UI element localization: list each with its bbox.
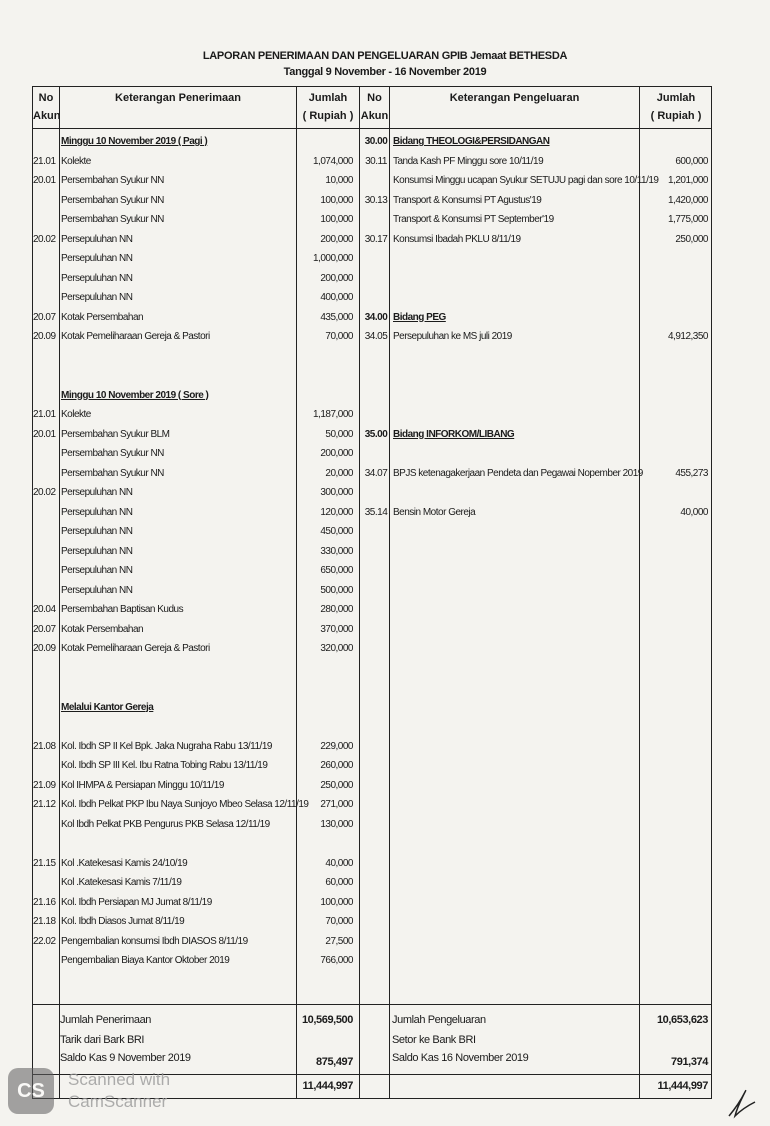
- left-description: Kol. Ibdh Persiapan MJ Jumat 8/11/19: [61, 896, 212, 908]
- right-description: Bidang THEOLOGI&PERSIDANGAN: [393, 136, 550, 147]
- right-account-code: 35.14: [364, 506, 388, 518]
- header-jumlah: Jumlah: [308, 92, 348, 104]
- header-akun: Akun: [33, 110, 61, 122]
- signature-mark: [725, 1086, 761, 1120]
- right-account-code: 35.00: [364, 428, 388, 440]
- left-description: Persembahan Syukur NN: [61, 194, 164, 206]
- column-divider: [359, 86, 360, 1099]
- left-description: Persembahan Syukur NN: [61, 175, 164, 186]
- left-amount: 435,000: [320, 311, 353, 323]
- left-amount: 100,000: [320, 896, 353, 908]
- left-account-code: 20.07: [33, 623, 56, 635]
- left-account-code: 20.09: [33, 331, 56, 342]
- left-account-code: 21.15: [33, 857, 56, 869]
- right-description: Persepuluhan ke MS juli 2019: [393, 331, 512, 342]
- watermark-line2: CamScanner: [68, 1092, 168, 1111]
- left-description: Kol. Ibdh SP II Kel Bpk. Jaka Nugraha Rabu 13/11/19: [61, 740, 272, 752]
- left-amount: 120,000: [320, 506, 353, 518]
- left-amount: 330,000: [320, 545, 353, 557]
- left-description: Persembahan Baptisan Kudus: [61, 604, 184, 615]
- header-akun-right: Akun: [360, 110, 389, 122]
- left-amount: 766,000: [320, 955, 353, 966]
- left-description: Persepuluhan NN: [61, 253, 133, 264]
- header-no-right: No: [367, 92, 382, 104]
- left-description: Persepuluhan NN: [61, 292, 133, 303]
- left-amount: 370,000: [320, 623, 353, 635]
- left-account-code: 20.01: [33, 175, 56, 186]
- left-description: Persepuluhan NN: [61, 233, 133, 245]
- left-description: Kol. Ibdh Pelkat PKP Ibu Naya Sunjoyo Mbeo Selasa 12/11/19: [61, 799, 309, 810]
- left-description: Persepuluhan NN: [61, 545, 133, 557]
- left-account-code: 21.08: [33, 740, 56, 752]
- left-account-code: 21.01: [33, 155, 56, 167]
- tarik-bank-label: Tarik dari Bark BRI: [60, 1034, 145, 1046]
- left-amount: 27,500: [325, 935, 353, 947]
- left-amount: 60,000: [325, 877, 353, 888]
- watermark-line1: Scanned with: [68, 1070, 171, 1089]
- left-amount: 320,000: [320, 643, 353, 654]
- jumlah-penerimaan-label: Jumlah Penerimaan: [60, 1014, 152, 1026]
- header-no: No: [38, 92, 54, 104]
- total-right: 11,444,997: [657, 1080, 708, 1092]
- left-amount: 200,000: [320, 448, 353, 459]
- right-account-code: 34.00: [364, 311, 388, 323]
- left-description: Persepuluhan NN: [61, 506, 133, 518]
- left-amount: 200,000: [320, 233, 353, 245]
- right-amount: 1,201,000: [668, 175, 708, 186]
- left-description: Persepuluhan NN: [61, 487, 133, 498]
- right-amount: 1,775,000: [668, 214, 708, 225]
- left-account-code: 21.09: [33, 779, 56, 791]
- right-description: Konsumsi Ibadah PKLU 8/11/19: [393, 233, 521, 245]
- left-account-code: 21.16: [33, 896, 56, 908]
- right-description: Konsumsi Minggu ucapan Syukur SETUJU pagi dan sore 10/11/19: [393, 175, 659, 186]
- left-amount: 70,000: [325, 331, 353, 342]
- jumlah-penerimaan-value: 10,569,500: [301, 1014, 353, 1026]
- left-description: Persepuluhan NN: [61, 584, 133, 596]
- left-description: Persepuluhan NN: [61, 565, 133, 576]
- left-description: Persembahan Syukur BLM: [61, 428, 170, 440]
- left-description: Persepuluhan NN: [61, 272, 133, 284]
- saldo-awal-label: Saldo Kas 9 November 2019: [60, 1052, 191, 1064]
- left-amount: 1,000,000: [313, 253, 353, 264]
- left-description: Minggu 10 November 2019 ( Sore ): [61, 389, 209, 401]
- column-divider: [389, 86, 390, 1099]
- left-description: Kol .Katekesasi Kamis 7/11/19: [61, 877, 182, 888]
- left-account-code: 21.18: [33, 916, 56, 927]
- left-amount: 650,000: [320, 565, 353, 576]
- setor-bank-label: Setor ke Bank BRI: [392, 1034, 476, 1046]
- saldo-akhir-value: 791,374: [671, 1056, 708, 1068]
- left-account-code: 20.04: [33, 604, 56, 615]
- right-amount: 455,273: [675, 467, 708, 479]
- left-amount: 1,074,000: [313, 155, 353, 167]
- left-amount: 500,000: [320, 584, 353, 596]
- left-amount: 50,000: [325, 428, 353, 440]
- right-account-code: 30.13: [364, 194, 388, 206]
- jumlah-pengeluaran-value: 10,653,623: [656, 1014, 708, 1026]
- left-amount: 229,000: [320, 740, 353, 752]
- right-description: Transport & Konsumsi PT September'19: [393, 214, 554, 225]
- report-period: Tanggal 9 November - 16 November 2019: [283, 66, 487, 78]
- left-account-code: 21.01: [33, 409, 56, 420]
- left-description: Melalui Kantor Gereja: [61, 701, 154, 713]
- left-description: Kol Ibdh Pelkat PKB Pengurus PKB Selasa 12/11/19: [61, 818, 270, 830]
- header-rupiah: ( Rupiah ): [302, 110, 354, 122]
- column-divider: [59, 86, 60, 1099]
- jumlah-pengeluaran-label: Jumlah Pengeluaran: [392, 1014, 486, 1026]
- left-amount: 271,000: [320, 799, 353, 810]
- left-description: Kotak Pemeliharaan Gereja & Pastori: [61, 643, 210, 654]
- right-amount: 4,912,350: [668, 331, 708, 342]
- left-description: Kol .Katekesasi Kamis 24/10/19: [61, 857, 188, 869]
- left-amount: 450,000: [320, 526, 353, 537]
- left-amount: 70,000: [325, 916, 353, 927]
- right-amount: 40,000: [680, 506, 708, 518]
- left-account-code: 21.12: [33, 799, 56, 810]
- left-amount: 10,000: [325, 175, 353, 186]
- right-description: BPJS ketenagakerjaan Pendeta dan Pegawai Nopember 2019: [393, 467, 643, 479]
- left-description: Kolekte: [61, 409, 91, 420]
- right-amount: 250,000: [675, 233, 708, 245]
- left-account-code: 20.02: [33, 233, 56, 245]
- right-description: Bensin Motor Gereja: [393, 506, 476, 518]
- left-account-code: 20.01: [33, 428, 56, 440]
- left-description: Kol. Ibdh SP III Kel. Ibu Ratna Tobing Rabu 13/11/19: [61, 760, 268, 771]
- left-amount: 250,000: [320, 779, 353, 791]
- left-amount: 400,000: [320, 292, 353, 303]
- right-amount: 600,000: [675, 155, 708, 167]
- left-description: Kotak Pemeliharaan Gereja & Pastori: [61, 331, 210, 342]
- saldo-akhir-label: Saldo Kas 16 November 2019: [392, 1052, 529, 1064]
- right-account-code: 34.05: [364, 331, 388, 342]
- right-description: Transport & Konsumsi PT Agustus'19: [393, 194, 542, 206]
- left-amount: 300,000: [320, 487, 353, 498]
- left-description: Pengembalian konsumsi Ibdh DIASOS 8/11/19: [61, 935, 248, 947]
- right-account-code: 30.00: [364, 136, 388, 147]
- left-account-code: 20.02: [33, 487, 56, 498]
- left-description: Minggu 10 November 2019 ( Pagi ): [61, 136, 208, 147]
- left-amount: 260,000: [320, 760, 353, 771]
- left-description: Persembahan Syukur NN: [61, 467, 164, 479]
- header-divider: [32, 128, 712, 129]
- header-keterangan-penerimaan: Keterangan Penerimaan: [115, 92, 241, 104]
- left-description: Kolekte: [61, 155, 91, 167]
- right-description: Bidang INFORKOM/LIBANG: [393, 428, 515, 440]
- left-description: Kol. Ibdh Diasos Jumat 8/11/19: [61, 916, 185, 927]
- right-account-code: 30.17: [364, 233, 388, 245]
- right-account-code: 34.07: [364, 467, 388, 479]
- left-account-code: 20.07: [33, 311, 56, 323]
- camscanner-logo-icon: CS: [8, 1068, 54, 1114]
- left-amount: 100,000: [320, 214, 353, 225]
- left-description: Persembahan Syukur NN: [61, 214, 164, 225]
- total-left: 11,444,997: [302, 1080, 353, 1092]
- right-account-code: 30.11: [365, 155, 387, 167]
- right-description: Tanda Kash PF Minggu sore 10/11/19: [393, 155, 544, 167]
- left-amount: 100,000: [320, 194, 353, 206]
- left-description: Kol IHMPA & Persiapan Minggu 10/11/19: [61, 779, 224, 791]
- left-amount: 1,187,000: [313, 409, 353, 420]
- left-account-code: 20.09: [33, 643, 56, 654]
- left-amount: 20,000: [325, 467, 353, 479]
- left-amount: 280,000: [320, 604, 353, 615]
- left-amount: 40,000: [325, 857, 353, 869]
- left-account-code: 22.02: [33, 935, 56, 947]
- left-description: Kotak Persembahan: [61, 311, 144, 323]
- right-amount: 1,420,000: [668, 194, 708, 206]
- left-amount: 130,000: [320, 818, 353, 830]
- saldo-awal-value: 875,497: [316, 1056, 353, 1068]
- left-description: Kotak Persembahan: [61, 623, 144, 635]
- left-description: Persembahan Syukur NN: [61, 448, 164, 459]
- report-title-line1: LAPORAN PENERIMAAN DAN PENGELUARAN GPIB Jemaat BETHESDA: [202, 50, 568, 62]
- header-rupiah-right: ( Rupiah ): [650, 110, 702, 122]
- header-keterangan-pengeluaran: Keterangan Pengeluaran: [449, 92, 580, 104]
- header-jumlah-right: Jumlah: [656, 92, 696, 104]
- left-amount: 200,000: [320, 272, 353, 284]
- left-description: Persepuluhan NN: [61, 526, 133, 537]
- right-description: Bidang PEG: [393, 311, 446, 323]
- left-description: Pengembalian Biaya Kantor Oktober 2019: [61, 955, 230, 966]
- summary-divider: [32, 1004, 712, 1005]
